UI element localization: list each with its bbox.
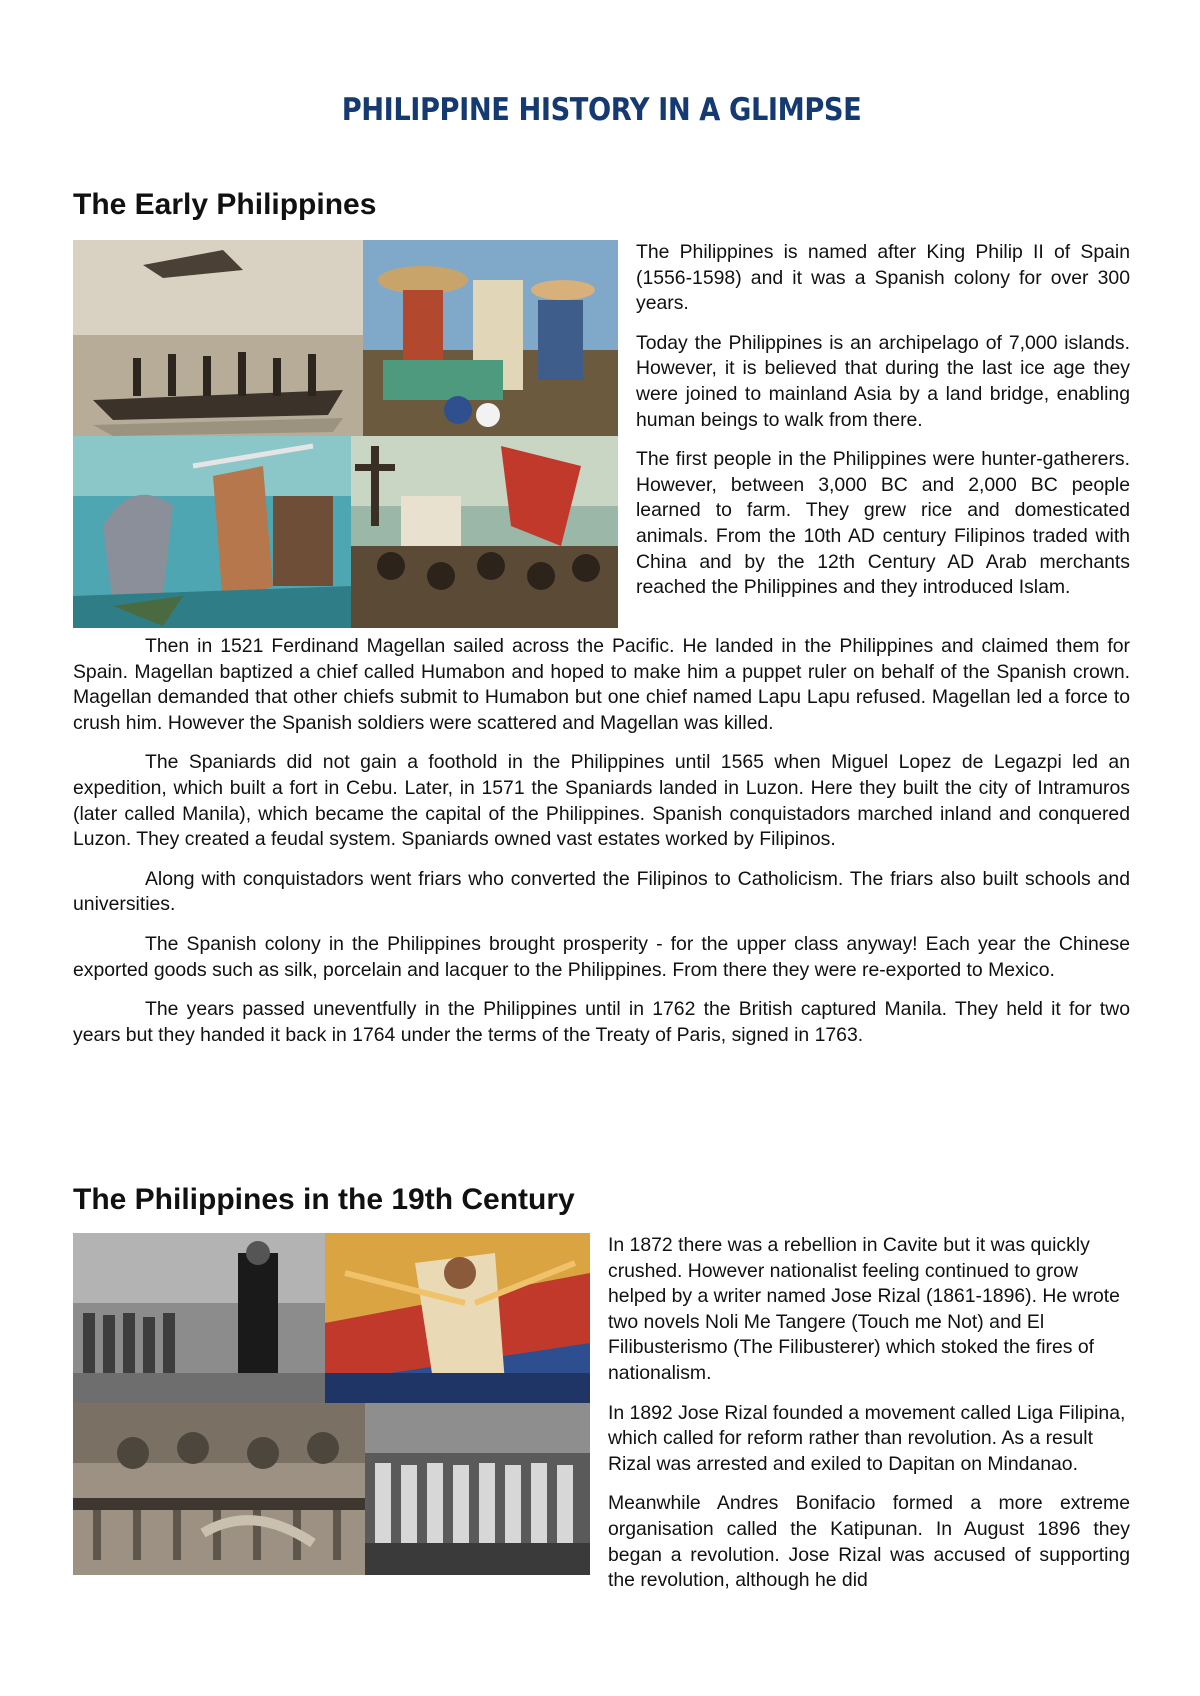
document-title: PHILIPPINE HISTORY IN A GLIMPSE — [341, 92, 862, 128]
rizal-execution-photo — [73, 1233, 325, 1403]
paragraph: In 1872 there was a rebellion in Cavite but it was quickly crushed. However nationalist feeling continued to grow helped by a writer named Jose Rizal (1861-1896). He wrote two novels Noli Me Tangere (Touch me Not) and El Filibusterismo (The Filibusterer) which stoked the fires of nationalism. — [608, 1234, 1120, 1384]
paragraph: Meanwhile Andres Bonifacio formed a more extreme organisation called the Katipunan. In August 1896 they began a revolution. Jose Rizal was accused of supporting the revolution, although he did — [608, 1492, 1130, 1592]
battle-of-mactan-painting — [73, 436, 351, 628]
paragraph: The Spaniards did not gain a foothold in the Philippines until 1565 when Miguel Lopez de Legazpi led an expedition, which built a fort in Cebu. Later, in 1571 the Spaniards landed in Luzon. Here they built the city of Intramuros (later called Manila), which became the capital of the Philippines. Spanish conquistadors marched inland and conquered Luzon. They created a feudal system. Spaniards owned vast estates worked by Filipinos. — [73, 751, 1130, 851]
traders-painting — [363, 240, 618, 436]
paragraph: The Spanish colony in the Philippines brought prosperity - for the upper class anyway! Each year the Chinese exported goods such as silk, porcelain and lacquer to the Philippines. From there they were re-exported to Mexico. — [73, 932, 1130, 981]
first-mass-painting — [351, 436, 618, 628]
paragraph: In 1892 Jose Rizal founded a movement called Liga Filipina, which called for reform rather than revolution. As a result Rizal was arrested and exiled to Dapitan on Mindanao. — [608, 1401, 1126, 1475]
section-early-philippines-body — [73, 240, 1130, 1062]
paragraph: Today the Philippines is an archipelago of 7,000 islands. However, it is believed that during the last ice age they were joined to mainland Asia by a land bridge, enabling human beings to walk from there. — [636, 331, 1130, 431]
paragraph: Then in 1521 Ferdinand Magellan sailed across the Pacific. He landed in the Philippines and claimed them for Spain. Magellan baptized a chief called Humabon and hoped to make him a puppet ruler on behalf of the Spanish crown. Magellan demanded that other chiefs submit to Humabon but one chief named Lapu Lapu refused. Magellan led a force to crush him. However the Spanish soldiers were scattered and Magellan was killed. — [73, 635, 1130, 734]
section-heading-early-philippines: The Early Philippines — [73, 188, 377, 221]
paragraph: The years passed uneventfully in the Philippines until in 1762 the British captured Manila. They held it for two years but they handed it back in 1764 under the terms of the Treaty of Paris, signed in 1763. — [73, 998, 1130, 1046]
nineteenth-century-collage-image — [73, 1233, 590, 1575]
early-history-collage-image — [73, 240, 618, 628]
revolution-mural-painting — [325, 1233, 590, 1403]
paragraph: The first people in the Philippines were hunter-gatherers. However, between 3,000 BC and 2,000 BC people learned to farm. They grew rice and domesticated animals. From the 10th AD century Filipinos traded with China and by the 12th Century AD Arab merchants reached the Philippines and they introduced Islam. — [636, 448, 1130, 599]
paragraph: The Philippines is named after King Philip II of Spain (1556-1598) and it was a Spanish colony for over 300 years. — [636, 241, 1130, 315]
native-boat-photo — [73, 240, 363, 436]
soldiers-lineup-photo — [365, 1403, 590, 1575]
katipunan-sepia-photo — [73, 1403, 365, 1575]
section-heading-19th-century: The Philippines in the 19th Century — [73, 1183, 575, 1216]
section-19th-century-body — [73, 1233, 1130, 1608]
paragraph: Along with conquistadors went friars who converted the Filipinos to Catholicism. The friars also built schools and universities. — [73, 867, 1130, 916]
